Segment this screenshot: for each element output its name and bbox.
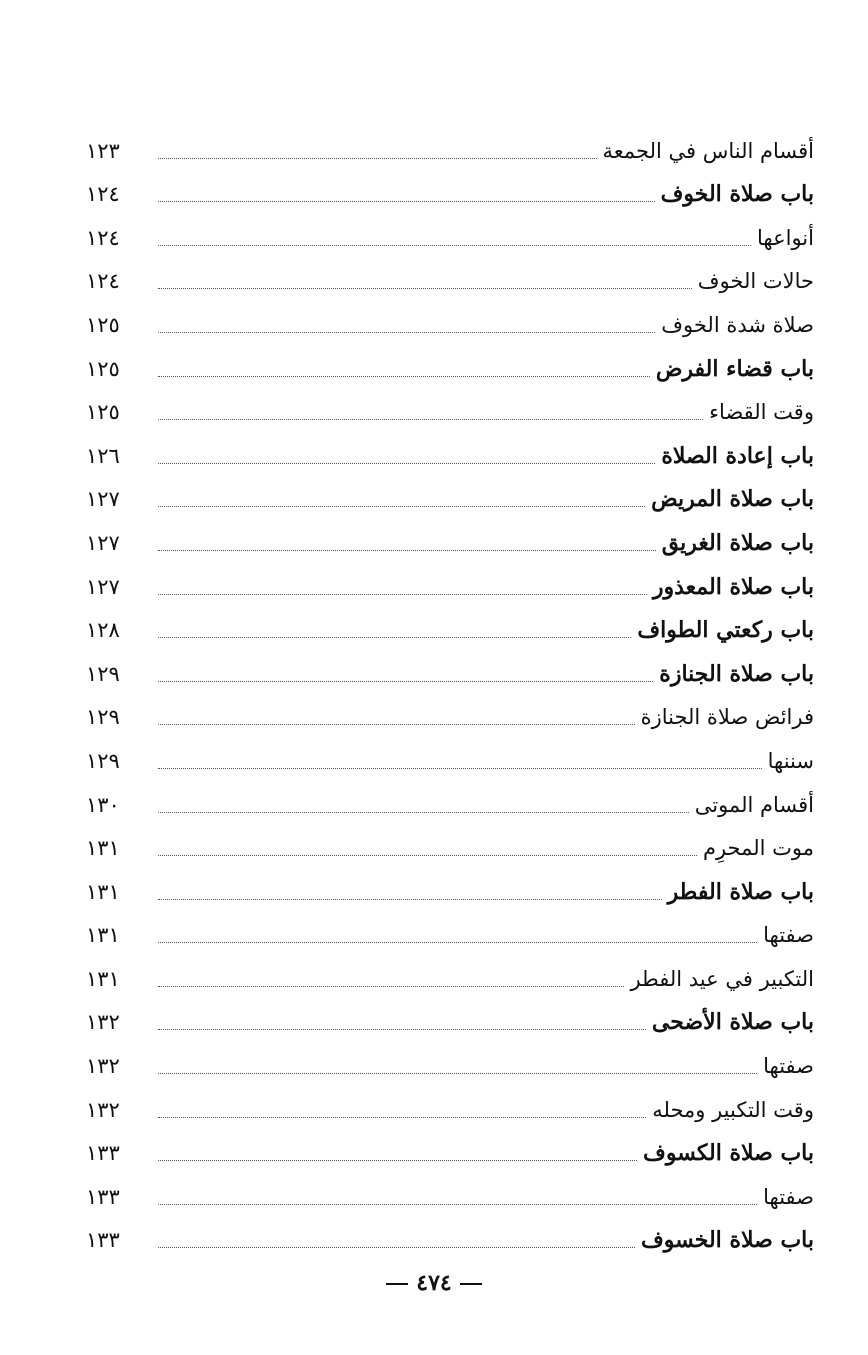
toc-entry (86, 211, 814, 255)
dot-leader (158, 288, 692, 289)
toc-page-number: ١٣١ (86, 923, 120, 948)
toc-chapter-title: باب قضاء الفرض (655, 355, 814, 382)
dot-leader (158, 1247, 635, 1248)
dot-leader (158, 463, 655, 464)
dot-leader (158, 201, 655, 202)
toc-entry (86, 1039, 814, 1083)
dot-leader (158, 899, 662, 900)
dot-leader (158, 1029, 646, 1030)
toc-page-number: ١٣١ (86, 836, 120, 861)
dot-leader (158, 506, 645, 507)
toc-page-number: ١٢٥ (86, 400, 120, 425)
toc-page-number: ١٣٣ (86, 1228, 120, 1253)
toc-page-number: ١٣٢ (86, 1010, 120, 1035)
dot-leader (158, 1204, 757, 1205)
toc-section-title: صفتها (763, 1054, 814, 1079)
dot-leader (158, 986, 624, 987)
toc-entry (86, 298, 814, 342)
dot-leader (158, 942, 757, 943)
toc-page-number: ١٢٤ (86, 225, 120, 250)
toc-entry (86, 1127, 814, 1171)
toc-entry (86, 778, 814, 822)
dot-leader (158, 855, 697, 856)
toc-page-number: ١٢٩ (86, 705, 120, 730)
toc-chapter-title: باب صلاة الغريق (661, 529, 814, 556)
toc-chapter-title: باب صلاة المريض (651, 486, 814, 513)
toc-entry (86, 996, 814, 1040)
toc-entry (86, 909, 814, 953)
toc-page-number: ١٢٥ (86, 356, 120, 381)
toc-page-number: ١٢٣ (86, 138, 120, 163)
toc-entry (86, 822, 814, 866)
table-of-contents (86, 124, 814, 1257)
toc-section-title: فرائض صلاة الجنازة (640, 705, 814, 730)
toc-chapter-title: باب ركعتي الطواف (637, 617, 814, 644)
toc-section-title: صفتها (763, 923, 814, 948)
toc-section-title: أقسام الموتى (694, 792, 814, 817)
toc-page-number: ١٢٧ (86, 487, 120, 512)
footer-dash-right (460, 1283, 482, 1285)
page-footer (0, 1270, 868, 1296)
toc-page-number: ١٣٠ (86, 792, 120, 817)
toc-section-title: وقت التكبير ومحله (652, 1097, 814, 1122)
toc-entry (86, 473, 814, 517)
toc-section-title: أقسام الناس في الجمعة (602, 138, 814, 163)
toc-chapter-title: باب صلاة الجنازة (659, 660, 814, 687)
toc-section-title: صلاة شدة الخوف (661, 312, 814, 337)
toc-page-number: ١٣٣ (86, 1141, 120, 1166)
toc-entry (86, 604, 814, 648)
dot-leader (158, 594, 647, 595)
toc-chapter-title: باب إعادة الصلاة (661, 442, 814, 469)
toc-page-number: ١٢٨ (86, 618, 120, 643)
toc-page-number: ١٢٤ (86, 269, 120, 294)
toc-section-title: وقت القضاء (709, 400, 814, 425)
toc-page-number: ١٣٣ (86, 1184, 120, 1209)
toc-page-number: ١٣١ (86, 879, 120, 904)
toc-section-title: صفتها (763, 1184, 814, 1209)
toc-section-title: أنواعها (757, 225, 814, 250)
toc-section-title: حالات الخوف (697, 269, 814, 294)
dot-leader (158, 637, 631, 638)
toc-chapter-title: باب صلاة الخوف (660, 181, 814, 208)
dot-leader (158, 1073, 757, 1074)
dot-leader (158, 419, 703, 420)
toc-entry (86, 952, 814, 996)
toc-chapter-title: باب صلاة الأضحى (651, 1009, 814, 1036)
dot-leader (158, 681, 653, 682)
toc-entry (86, 1083, 814, 1127)
toc-entry (86, 560, 814, 604)
toc-page-number: ١٢٧ (86, 530, 120, 555)
toc-entry (86, 734, 814, 778)
footer-dash-left (386, 1283, 408, 1285)
dot-leader (158, 376, 650, 377)
toc-page-number: ١٢٩ (86, 661, 120, 686)
toc-page-number: ١٣١ (86, 966, 120, 991)
toc-chapter-title: باب صلاة الفطر (667, 878, 814, 905)
toc-entry (86, 1170, 814, 1214)
dot-leader (158, 332, 655, 333)
toc-page-number: ١٢٧ (86, 574, 120, 599)
toc-entry (86, 1214, 814, 1258)
dot-leader (158, 724, 635, 725)
dot-leader (158, 768, 762, 769)
dot-leader (158, 812, 689, 813)
toc-section-title: موت المحرِم (702, 836, 814, 861)
toc-page-number: ١٣٢ (86, 1097, 120, 1122)
toc-entry (86, 255, 814, 299)
toc-entry (86, 691, 814, 735)
toc-page-number: ١٢٩ (86, 748, 120, 773)
toc-page-number: ١٢٦ (86, 443, 120, 468)
toc-page-number: ١٢٤ (86, 182, 120, 207)
toc-chapter-title: باب صلاة المعذور (652, 573, 814, 600)
toc-entry (86, 168, 814, 212)
toc-entry (86, 865, 814, 909)
dot-leader (158, 1160, 637, 1161)
dot-leader (158, 550, 656, 551)
footer-page-number: ٤٧٤ (416, 1270, 452, 1296)
toc-page-number: ١٣٢ (86, 1054, 120, 1079)
toc-chapter-title: باب صلاة الخسوف (640, 1227, 814, 1254)
toc-entry (86, 386, 814, 430)
dot-leader (158, 245, 751, 246)
toc-page-number: ١٢٥ (86, 312, 120, 337)
toc-entry (86, 342, 814, 386)
toc-entry (86, 429, 814, 473)
toc-entry (86, 124, 814, 168)
dot-leader (158, 1117, 646, 1118)
toc-entry (86, 647, 814, 691)
toc-entry (86, 516, 814, 560)
toc-chapter-title: باب صلاة الكسوف (643, 1140, 814, 1167)
dot-leader (158, 158, 597, 159)
toc-section-title: سننها (767, 748, 814, 773)
toc-section-title: التكبير في عيد الفطر (630, 966, 814, 991)
